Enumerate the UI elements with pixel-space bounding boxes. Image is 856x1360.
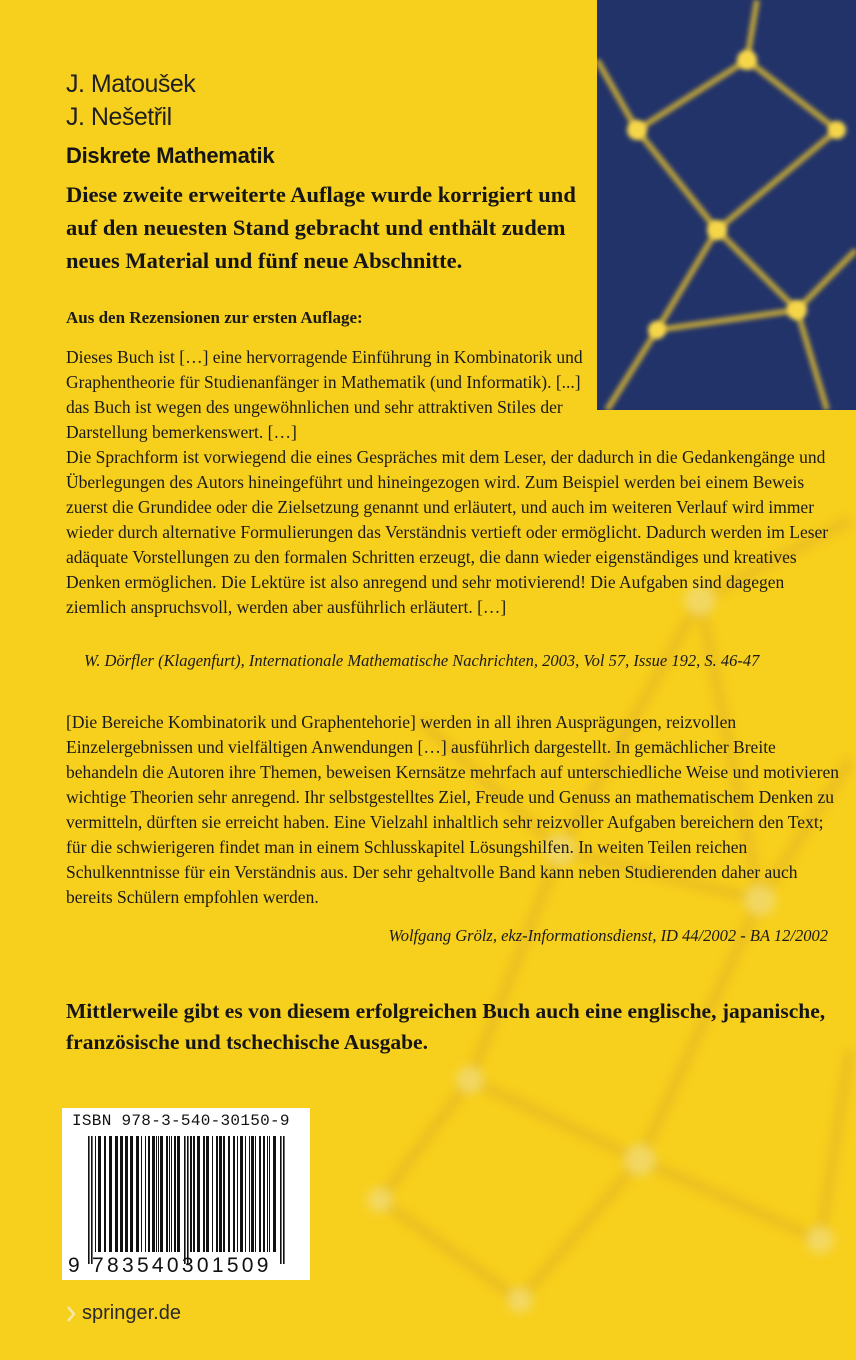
barcode-bar [158, 1136, 159, 1252]
intro-paragraph: Diese zweite erweiterte Auflage wurde korrigiert und auf den neuesten Stand gebracht und enthält zudem neues Material und fünf neue Abschnitte. [66, 182, 576, 273]
reviews-heading: Aus den Rezensionen zur ersten Auflage: [66, 308, 363, 327]
authors-block [66, 68, 195, 134]
review-1-part-a: Dieses Buch ist […] eine hervorragende Einführung in Kombinatorik und Graphentheorie für Studienanfänger in Mathematik (und Informatik). [...] das Buch ist wegen des ungewöhnlichen und sehr attraktiven Stiles der Darstellung bemerkenswert. […] [66, 347, 583, 442]
barcode-bar [160, 1136, 163, 1252]
barcode-bar [233, 1136, 235, 1252]
review-2-text: [Die Bereiche Kombinatorik und Graphentehorie] werden in all ihren Ausprägungen, reizvollen Einzelergebnissen und vielfältigen Anwendungen […] ausführlich dargestellt. In gemächlicher Breite behandeln die Autoren ihre Themen, beweisen Kernsätze mehrfach auf unterschiedliche Weise und motivieren wichtige Theorien sehr anregend. Ihr selbstgestelltes Ziel, Freude und Genuss an mathematischem Denken zu vermitteln, dürften sie erreicht haben. Eine Vielzahl inhaltlich sehr reizvoller Aufgaben bereichern den Text; für die schwierigeren findet man in einem Schlusskapitel Lösungshilfen. In weiten Teilen reichen Schulkenntnisse für ein Verständnis aus. Der sehr gehaltvolle Band kann neben Studierenden daher auch bereits Schülern empfohlen werden. [66, 712, 839, 907]
barcode-bar [95, 1136, 96, 1252]
barcode-bar [263, 1136, 265, 1252]
isbn-barcode [62, 1108, 310, 1280]
barcode-bar [212, 1136, 213, 1252]
barcode-bar [251, 1136, 254, 1252]
review-2-source: Wolfgang Grölz, ekz-Informationsdienst, ID 44/2002 - BA 12/2002 [388, 926, 828, 945]
barcode-bar [240, 1136, 243, 1252]
barcode-bar [98, 1136, 101, 1252]
barcode-bar [152, 1136, 155, 1252]
barcode-bar [197, 1136, 200, 1252]
barcode-bar [130, 1136, 133, 1252]
barcode-bar [216, 1136, 218, 1252]
author-1: J. Matoušek [66, 70, 196, 98]
barcode-bar [219, 1136, 222, 1252]
book-title: Diskrete Mathematik [66, 143, 275, 168]
barcode-guard-bar [91, 1136, 93, 1264]
barcode-bar [245, 1136, 246, 1252]
barcode-bar [259, 1136, 261, 1252]
barcode-bar [249, 1136, 250, 1252]
barcode-digits: 783540301509 [92, 1254, 272, 1277]
review-1-text [66, 345, 846, 620]
barcode-digit-first: 9 [68, 1254, 80, 1277]
barcode-bar [193, 1136, 195, 1252]
barcode-bar [125, 1136, 128, 1252]
barcode-bar [228, 1136, 230, 1252]
isbn-label: ISBN 978-3-540-30150-9 [72, 1112, 290, 1130]
barcode-bar [120, 1136, 123, 1252]
barcode-bar [169, 1136, 170, 1252]
barcode-bar [148, 1136, 150, 1252]
barcode-bar [166, 1136, 168, 1252]
barcode-bar [145, 1136, 146, 1252]
barcode-bar [223, 1136, 225, 1252]
barcode-bar [190, 1136, 192, 1252]
chevron-right-icon [66, 1304, 76, 1324]
closing-paragraph: Mittlerweile gibt es von diesem erfolgreichen Buch auch eine englische, japanische, französische und tschechische Ausgabe. [66, 999, 826, 1054]
review-1-part-b: Die Sprachform ist vorwiegend die eines Gespräches mit dem Leser, der dadurch in die Gedankengänge und Überlegungen des Autors hineingeführt und hineingezogen wird. Zum Beispiel werden bei einem Beweis zuerst die Grundidee oder die Zielsetzung genannt und erläutert, und auch im weiteren Verlauf wird immer wieder durch alternative Formulierungen das Verständnis vertieft oder ermöglicht. Dadurch werden im Leser adäquate Vorstellungen zu den formalen Schritten erzeugt, die dann wieder eigenständiges und kreatives Denken ermöglichen. Die Lektüre ist also anregend und sehr motivierend! Die Aufgaben sind dagegen ziemlich anspruchsvoll, werden aber ausführlich erläutert. […] [66, 447, 829, 617]
barcode-guard-bar [283, 1136, 285, 1264]
barcode-bar [136, 1136, 139, 1252]
barcode-bar [115, 1136, 118, 1252]
barcode-bar [269, 1136, 270, 1252]
barcode-bar [141, 1136, 142, 1252]
barcode-bar [171, 1136, 172, 1252]
barcode-guard-bar [187, 1136, 189, 1264]
barcode-bar [255, 1136, 256, 1252]
barcode-bar [177, 1136, 180, 1252]
barcode-bar [156, 1136, 157, 1252]
barcode-bar [237, 1136, 238, 1252]
barcode-guard-bar [184, 1136, 186, 1264]
barcode-bar [267, 1136, 268, 1252]
author-2: J. Nešetřil [66, 103, 172, 131]
publisher-name: springer.de [82, 1302, 181, 1324]
barcode-guard-bar [280, 1136, 282, 1264]
barcode-bar [109, 1136, 112, 1252]
barcode-bar [104, 1136, 106, 1252]
barcode-bar [174, 1136, 176, 1252]
barcode-guard-bar [88, 1136, 90, 1264]
barcode-bar [206, 1136, 209, 1252]
barcode-bar [273, 1136, 276, 1252]
barcode-bar [203, 1136, 205, 1252]
review-1-source: W. Dörfler (Klagenfurt), Internationale Mathematische Nachrichten, 2003, Vol 57, Issue 192, S. 46-47 [84, 651, 760, 670]
publisher-link [66, 1302, 181, 1325]
